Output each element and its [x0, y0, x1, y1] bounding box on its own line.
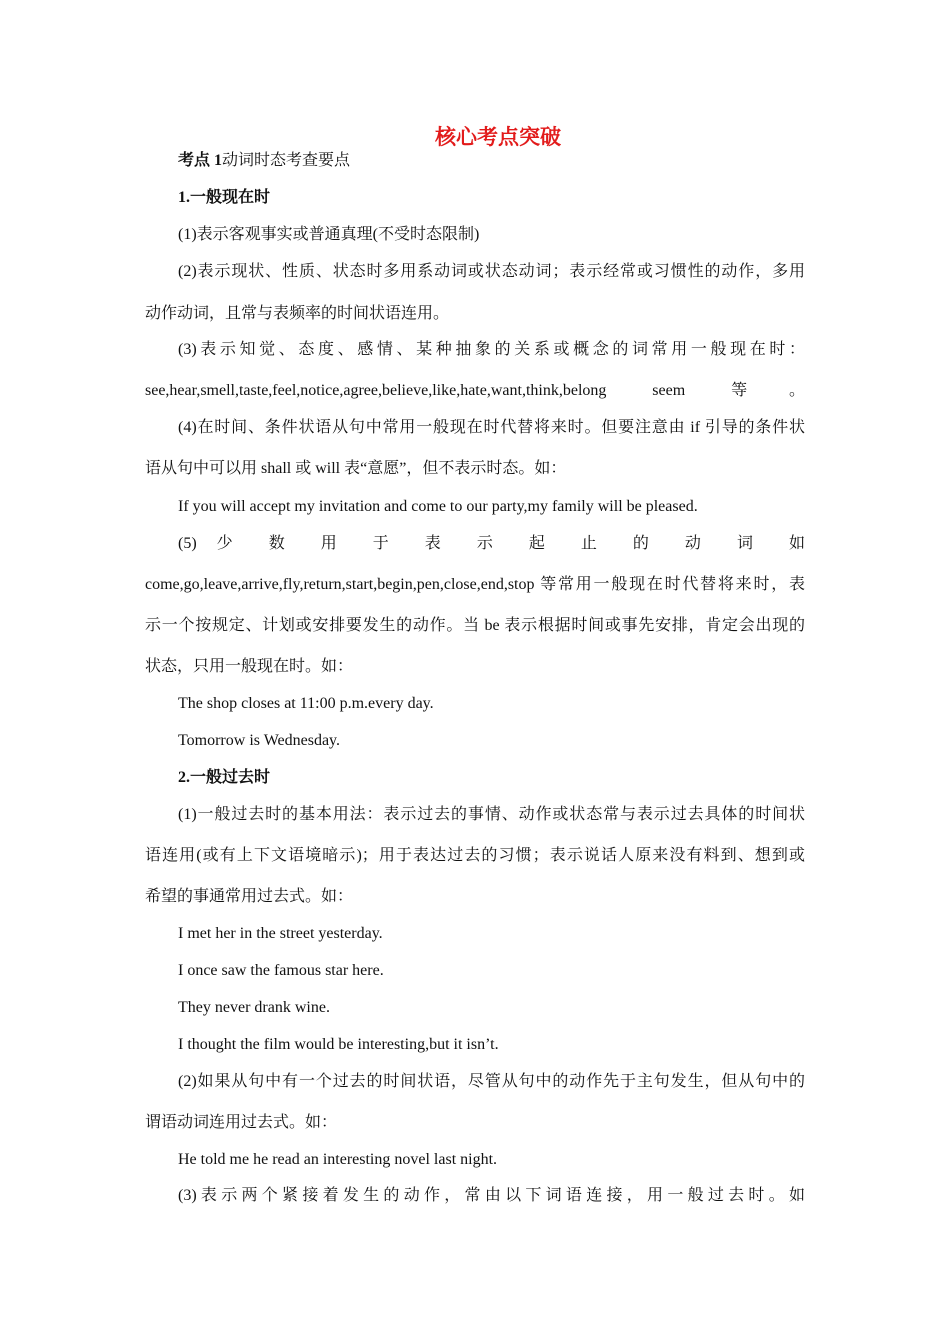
paragraph-line: 语连用(或有上下文语境暗示)；用于表达过去的习惯；表示说话人原来没有料到、想到或: [145, 847, 805, 864]
paragraph-line: (3)表示知觉、态度、感情、某种抽象的关系或概念的词常用一般现在时：: [178, 341, 805, 358]
paragraph-line: 动作动词，且常与表频率的时间状语连用。: [145, 305, 450, 322]
example-sentence: Tomorrow is Wednesday.: [178, 732, 341, 749]
example-sentence: They never drank wine.: [178, 999, 330, 1016]
example-sentence: I once saw the famous star here.: [178, 962, 384, 979]
paragraph-line: (3)表示两个紧接着发生的动作，常由以下词语连接，用一般过去时。如: [178, 1187, 805, 1204]
paragraph-line: (5) 少 数 用 于 表 示 起 止 的 动 词 如: [178, 535, 805, 552]
example-sentence: If you will accept my invitation and come to our party,my family will be pleased.: [178, 498, 698, 515]
paragraph-line: (2)如果从句中有一个过去的时间状语，尽管从句中的动作先于主句发生，但从句中的: [178, 1073, 805, 1090]
paragraph-line: come,go,leave,arrive,fly,return,start,begin,pen,close,end,stop 等常用一般现在时代替将来时，表: [145, 576, 805, 593]
paragraph-line: 示一个按规定、计划或安排要发生的动作。当 be 表示根据时间或事先安排，肯定会出现的: [145, 617, 805, 634]
paragraph-line: (2)表示现状、性质、状态时多用系动词或状态动词；表示经常或习惯性的动作，多用: [178, 263, 805, 280]
paragraph-line: 希望的事通常用过去式。如：: [145, 888, 354, 905]
paragraph-line: (4)在时间、条件状语从句中常用一般现在时代替将来时。但要注意由 if 引导的条件状: [178, 419, 805, 436]
heading-past-simple: 2.一般过去时: [178, 769, 271, 786]
paragraph-line: (1)一般过去时的基本用法：表示过去的事情、动作或状态常与表示过去具体的时间状: [178, 806, 805, 823]
paragraph-line: 状态，只用一般现在时。如：: [145, 658, 354, 675]
paragraph-line: (1)表示客观事实或普通真理(不受时态限制): [178, 226, 480, 243]
paragraph-line: 语从句中可以用 shall 或 will 表“意愿”，但不表示时态。如：: [145, 460, 567, 477]
section-text: 动词时态考查要点: [222, 152, 351, 169]
example-sentence: He told me he read an interesting novel last night.: [178, 1151, 498, 1168]
example-sentence: The shop closes at 11:00 p.m.every day.: [178, 695, 434, 712]
section-heading: [178, 151, 805, 171]
example-sentence: I met her in the street yesterday.: [178, 925, 383, 942]
paragraph-line: see,hear,smell,taste,feel,notice,agree,believe,like,hate,want,think,belong seem 等。: [145, 382, 805, 399]
section-label: 考点 1: [178, 152, 223, 169]
heading-present-simple: 1.一般现在时: [178, 189, 271, 206]
example-sentence: I thought the film would be interesting,but it isn’t.: [178, 1036, 499, 1053]
paragraph-line: 谓语动词连用过去式。如：: [145, 1114, 338, 1131]
page-title: 核心考点突破: [435, 125, 561, 149]
